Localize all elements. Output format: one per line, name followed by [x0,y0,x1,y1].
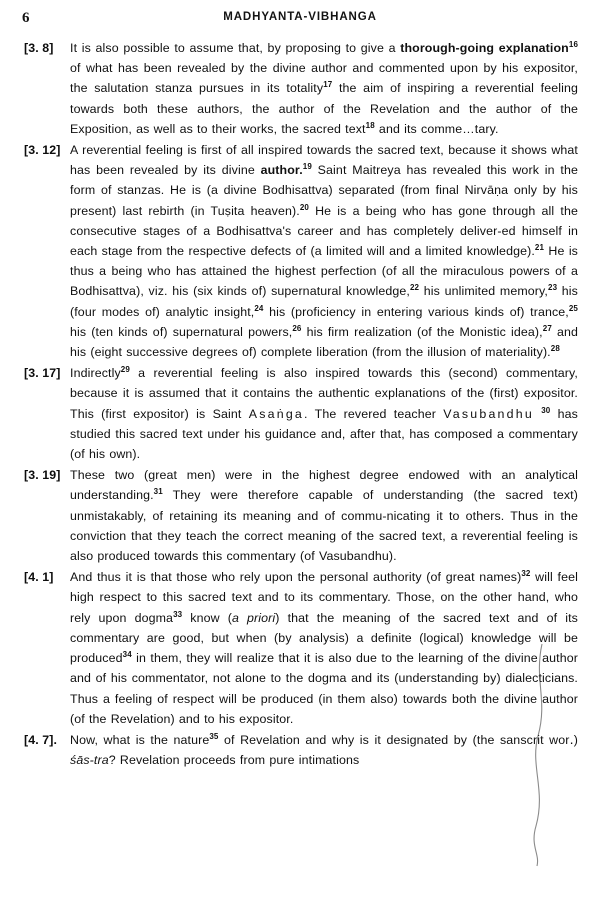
paragraph-number: [4. 1] [24,570,54,585]
paragraph-number: [3. 19] [24,468,61,483]
page-number: 6 [22,10,30,26]
paragraph [24,140,578,362]
paragraph [24,730,578,770]
page-header [18,10,582,36]
paragraph-text: And thus it is that those who rely upon the personal authority (of great names)$^{32}$ will feel high respect to this sacred text and to its commentary. Those, on the other hand, who rely upon dogma$^{33}$ know (a priori) that the meaning of the sacred text and of its commentary are good, but when (by analysis) a definite (logical) knowledge will be produced$^{34}$ in them, they will realize that it is also due to the learning of the divine author and of his commentator, not alone to the dogma and its (understanding by) dialecticians. Thus a feeling of respect will be produced (in them also) towards both the divine author (of the Revelation) and to his expositor. [70,569,578,726]
paragraph [24,38,578,139]
paragraph-text: Indirectly$^{29}$ a reverential feeling is also inspired towards this (second) commentary, because it is assumed that it contains the authentic explanations of the (first) expositor. This (first expositor) is Saint Asaṅga. The revered teacher Vasubandhu $^{30}$ has studied this sacred text under his guidance and, after that, has composed a commentary (of his own). [70,365,578,462]
paragraph-text: Now, what is the nature$^{35}$ of Revelation and why is it designated by (the sanscrit wor․) śās-tra? Revelation proceeds from pure intimations [70,731,578,768]
paragraph-text: It is also possible to assume that, by proposing to give a thorough-going explanation$^{16}$ of what has been revealed by the divine author and commented upon by his expositor, the salutation stanza pursues in its totality$^{17}$ the aim of inspiring a reverential feeling towards both these authors, the author of the Revelation and the author of the Exposition, as well as to their works, the sacred text$^{18}$ and its comme…tary. [70,39,579,136]
paragraph-number: [4. 7]. [24,732,58,747]
paragraph-text: A reverential feeling is first of all inspired towards the sacred text, because it shows what has been revealed by its divine author.$^{19}$ Saint Maitreya has revealed this work in the form of stanzas. He is (a divine Bodhisattva) separated (from final Nirvāṇa only by his present) last rebirth (in Tuṣita heaven).$^{20}$ He is a being who has gone through all the consecutive stages of a Bodhisattva's career and has completely deliver-ed himself in each stage from the respective defects of (a limited will and a limited knowledge).$^{21}$ He is thus a being who has attained the highest perfection (of all the miraculous powers of a Bodhisattva), viz. his (six kinds of) supernatural knowledge,$^{22}$ his unlimited memory,$^{23}$ his (four modes of) analytic insight,$^{24}$ his (proficiency in entering various kinds of) trance,$^{25}$ his (ten kinds of) supernatural powers,$^{26}$ his firm realization (of the Monistic idea),$^{27}$ and his (eight successive degrees of) complete liberation (from the illusion of materiality).$^{28}$ [70,143,579,360]
paragraph-number: [3. 12] [24,143,61,158]
paragraph-text: These two (great men) were in the highest degree endowed with an analytical understanding.$^{31}$ They were therefore capable of understanding (the sacred text) unmistakably, of retaining its meaning and of commu-nicating it to others. Thus in the conviction that they teach the correct meaning of the sacred text, a reverential feeling is also produced towards this commentary (of Vasubandhu). [70,468,578,564]
paragraph-number: [3. 8] [24,41,54,55]
paragraph [24,567,578,729]
paragraph [24,363,578,464]
paragraph-number: [3. 17] [24,366,61,381]
running-title: MADHYANTA-VIBHANGA [223,11,377,23]
paragraph [24,465,578,566]
body-text-column [18,38,582,770]
